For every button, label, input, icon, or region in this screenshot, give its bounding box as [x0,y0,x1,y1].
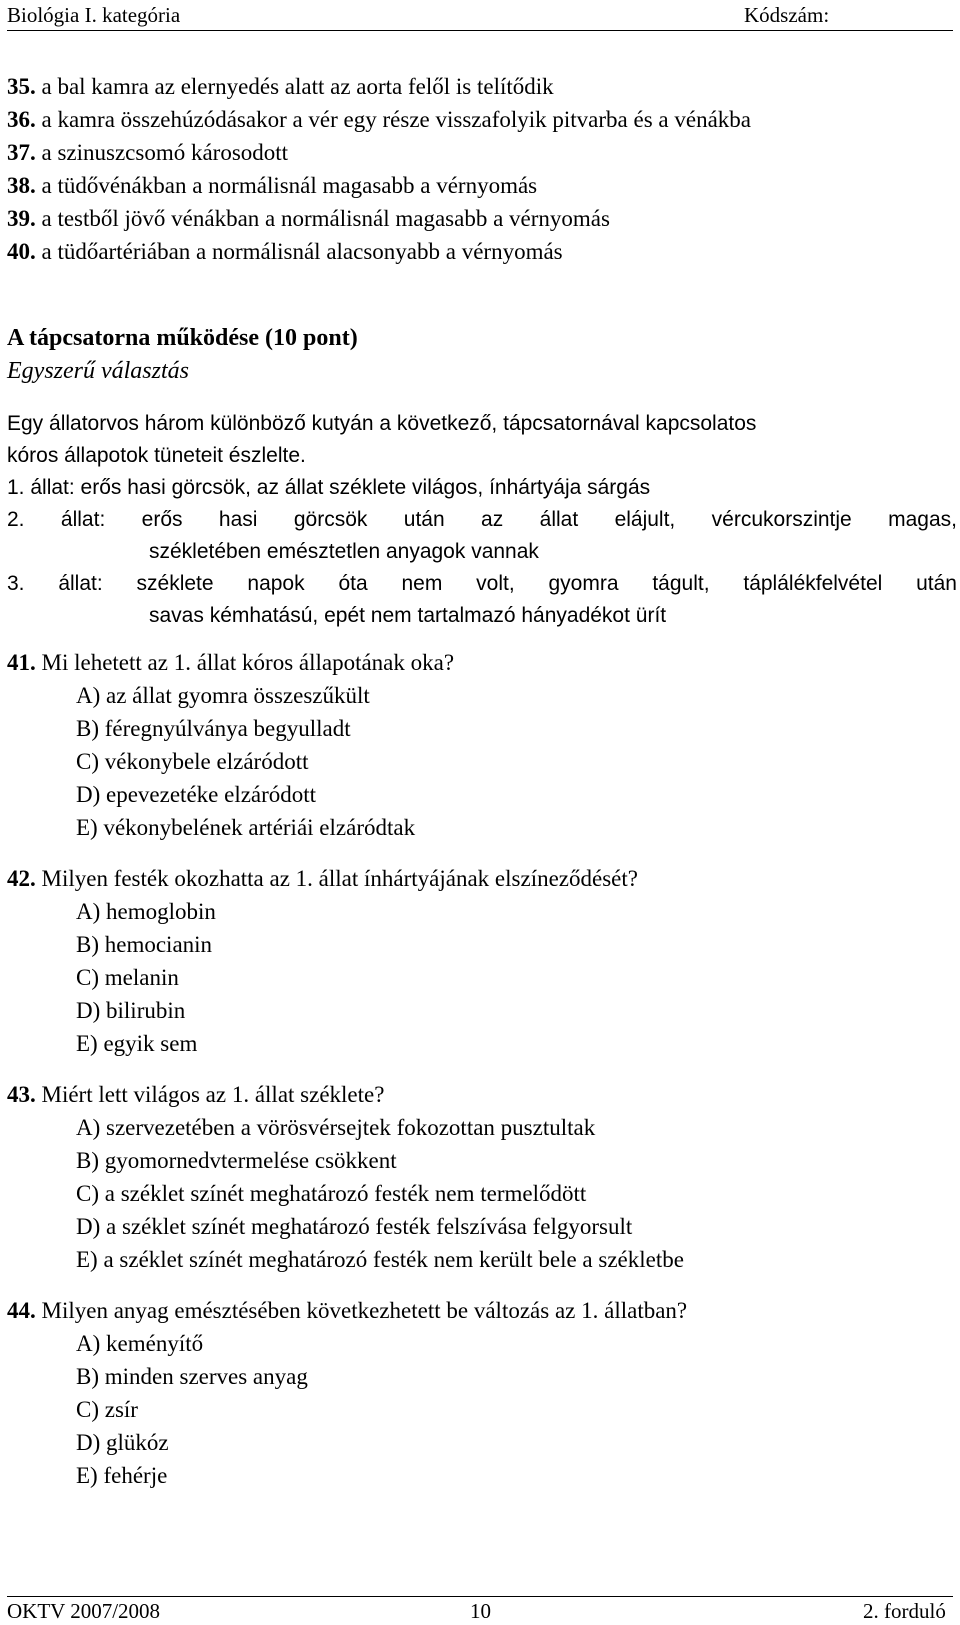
item-number: 39. [7,206,36,231]
answer-option: A) az állat gyomra összeszűkült [76,683,370,708]
answer-option: B) minden szerves anyag [76,1364,308,1389]
intro-line: Egy állatorvos három különböző kutyán a következő, tápcsatornával kapcsolatos [7,412,757,435]
item-number: 35. [7,74,36,99]
question-43 [7,1078,957,1276]
item-text: a testből jövő vénákban a normálisnál magasabb a vérnyomás [35,206,610,231]
answer-option: E) a széklet színét meghatározó festék nem került bele a székletbe [76,1247,684,1272]
section-title: A tápcsatorna működése (10 pont) [7,325,358,351]
intro-paragraph [7,408,952,472]
case-line: 1. állat: erős hasi görcsök, az állat széklete világos, ínhártyája sárgás [7,476,651,499]
answer-option: E) vékonybelének artériái elzáródtak [76,815,416,840]
footer-round: 2. forduló [863,1599,946,1623]
question-number: 43. [7,1082,36,1107]
answer-option: C) melanin [76,965,179,990]
question-42 [7,862,957,1060]
item-number: 36. [7,107,36,132]
list-item [7,235,957,268]
question-41 [7,646,957,844]
header-code-label: Kódszám: [744,3,830,27]
question-prompt: Miért lett világos az 1. állat széklete? [35,1082,385,1107]
answer-option: C) zsír [76,1397,138,1422]
question-prompt: Mi lehetett az 1. állat kóros állapotának oka? [35,650,455,675]
case-line: 3. állat: széklete napok óta nem volt, gyomra tágult, táplálékfelvétel után [7,572,957,595]
question-text [7,862,957,895]
intro-line: kóros állapotok tüneteit észlelte. [7,444,306,467]
answer-option: D) a széklet színét meghatározó festék felszívása felgyorsult [76,1214,633,1239]
question-text [7,1078,957,1111]
answer-option: D) glükóz [76,1430,169,1455]
question-number: 41. [7,650,36,675]
answer-option: E) fehérje [76,1463,168,1488]
list-item [7,103,957,136]
answer-option: D) bilirubin [76,998,186,1023]
page-footer [7,1596,953,1623]
item-text: a tüdőartériában a normálisnál alacsonyabb a vérnyomás [35,239,563,264]
case-line: 2. állat: erős hasi görcsök után az állat elájult, vércukorszintje magas, [7,508,957,531]
header-category: Biológia I. kategória [7,3,181,27]
case-line-continued: székletében emésztetlen anyagok vannak [149,540,539,563]
list-item [7,169,957,202]
list-item [7,136,957,169]
answer-option: A) hemoglobin [76,899,216,924]
question-number: 42. [7,866,36,891]
answer-option: B) féregnyúlványa begyulladt [76,716,351,741]
item-number: 40. [7,239,36,264]
page-header [7,0,953,31]
section-subtitle: Egyszerű választás [7,358,189,384]
answer-option: A) keményítő [76,1331,204,1356]
case-line-continued: savas kémhatású, epét nem tartalmazó hányadékot ürít [149,604,667,627]
item-text: a szinuszcsomó károsodott [35,140,289,165]
answer-option: C) a széklet színét meghatározó festék nem termelődött [76,1181,587,1206]
question-number: 44. [7,1298,36,1323]
page-content [7,70,957,1492]
answer-option: E) egyik sem [76,1031,198,1056]
footer-competition: OKTV 2007/2008 [7,1599,161,1623]
list-item [7,202,957,235]
answer-option: A) szervezetében a vörösvérsejtek fokozottan pusztultak [76,1115,596,1140]
item-text: a tüdővénákban a normálisnál magasabb a vérnyomás [35,173,538,198]
item-number: 37. [7,140,36,165]
case-list [7,472,957,632]
answer-option: B) gyomornedvtermelése csökkent [76,1148,397,1173]
item-text: a bal kamra az elernyedés alatt az aorta felől is telítődik [35,74,554,99]
question-text [7,646,957,679]
page-number: 10 [470,1599,491,1623]
previous-items [7,70,957,268]
question-prompt: Milyen anyag emésztésében következhetett be változás az 1. állatban? [35,1298,688,1323]
question-prompt: Milyen festék okozhatta az 1. állat ínhártyájának elszíneződését? [35,866,638,891]
item-text: a kamra összehúzódásakor a vér egy része visszafolyik pitvarba és a vénákba [35,107,751,132]
answer-option: B) hemocianin [76,932,213,957]
spacer [7,268,957,320]
question-44 [7,1294,957,1492]
list-item [7,70,957,103]
question-text [7,1294,957,1327]
answer-option: C) vékonybele elzáródott [76,749,309,774]
item-number: 38. [7,173,36,198]
answer-option: D) epevezetéke elzáródott [76,782,317,807]
